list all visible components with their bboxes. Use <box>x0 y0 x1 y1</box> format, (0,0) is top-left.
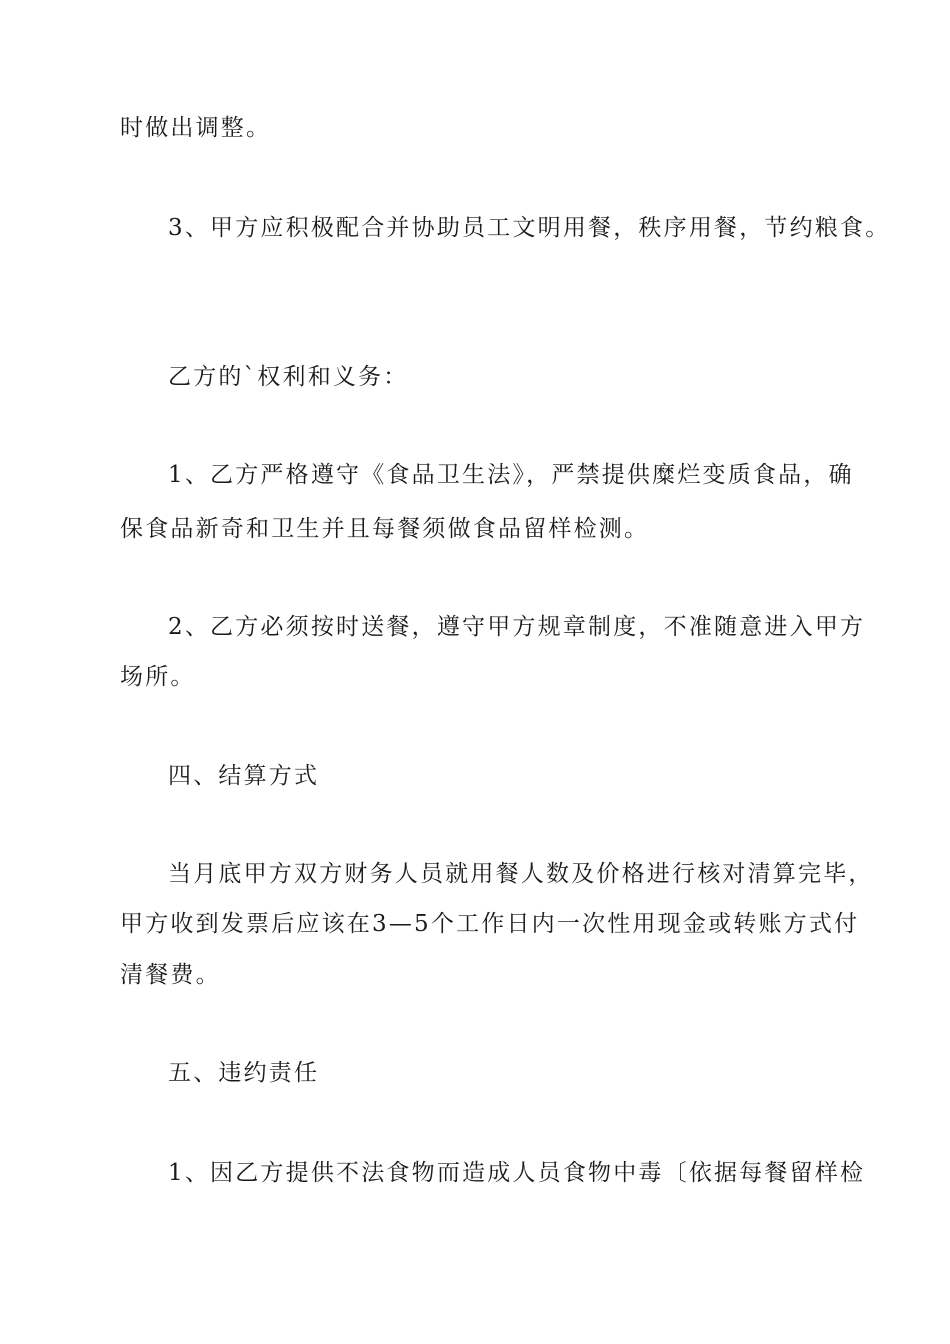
paragraph-line: 当月底甲方双方财务人员就用餐人数及价格进行核对清算完毕， <box>168 861 874 887</box>
section-heading: 乙方的`权利和义务： <box>168 364 409 390</box>
paragraph-line: 1、乙方严格遵守《食品卫生法》，严禁提供糜烂变质食品，确 <box>168 462 854 488</box>
section-heading: 五、违约责任 <box>168 1060 320 1086</box>
paragraph-line: 场所。 <box>120 664 196 690</box>
paragraph-line: 甲方收到发票后应该在3—5个工作日内一次性用现金或转账方式付 <box>120 911 860 937</box>
paragraph-line: 时做出调整。 <box>120 115 272 141</box>
paragraph-line: 清餐费。 <box>120 962 221 988</box>
paragraph-line: 保食品新奇和卫生并且每餐须做食品留样检测。 <box>120 516 650 542</box>
paragraph-line: 2、乙方必须按时送餐，遵守甲方规章制度，不准随意进入甲方 <box>168 614 866 640</box>
section-heading: 四、结算方式 <box>168 763 320 789</box>
paragraph-line: 3、甲方应积极配合并协助员工文明用餐，秩序用餐，节约粮食。 <box>168 215 891 241</box>
paragraph-line: 1、因乙方提供不法食物而造成人员食物中毒〔依据每餐留样检 <box>168 1160 866 1186</box>
